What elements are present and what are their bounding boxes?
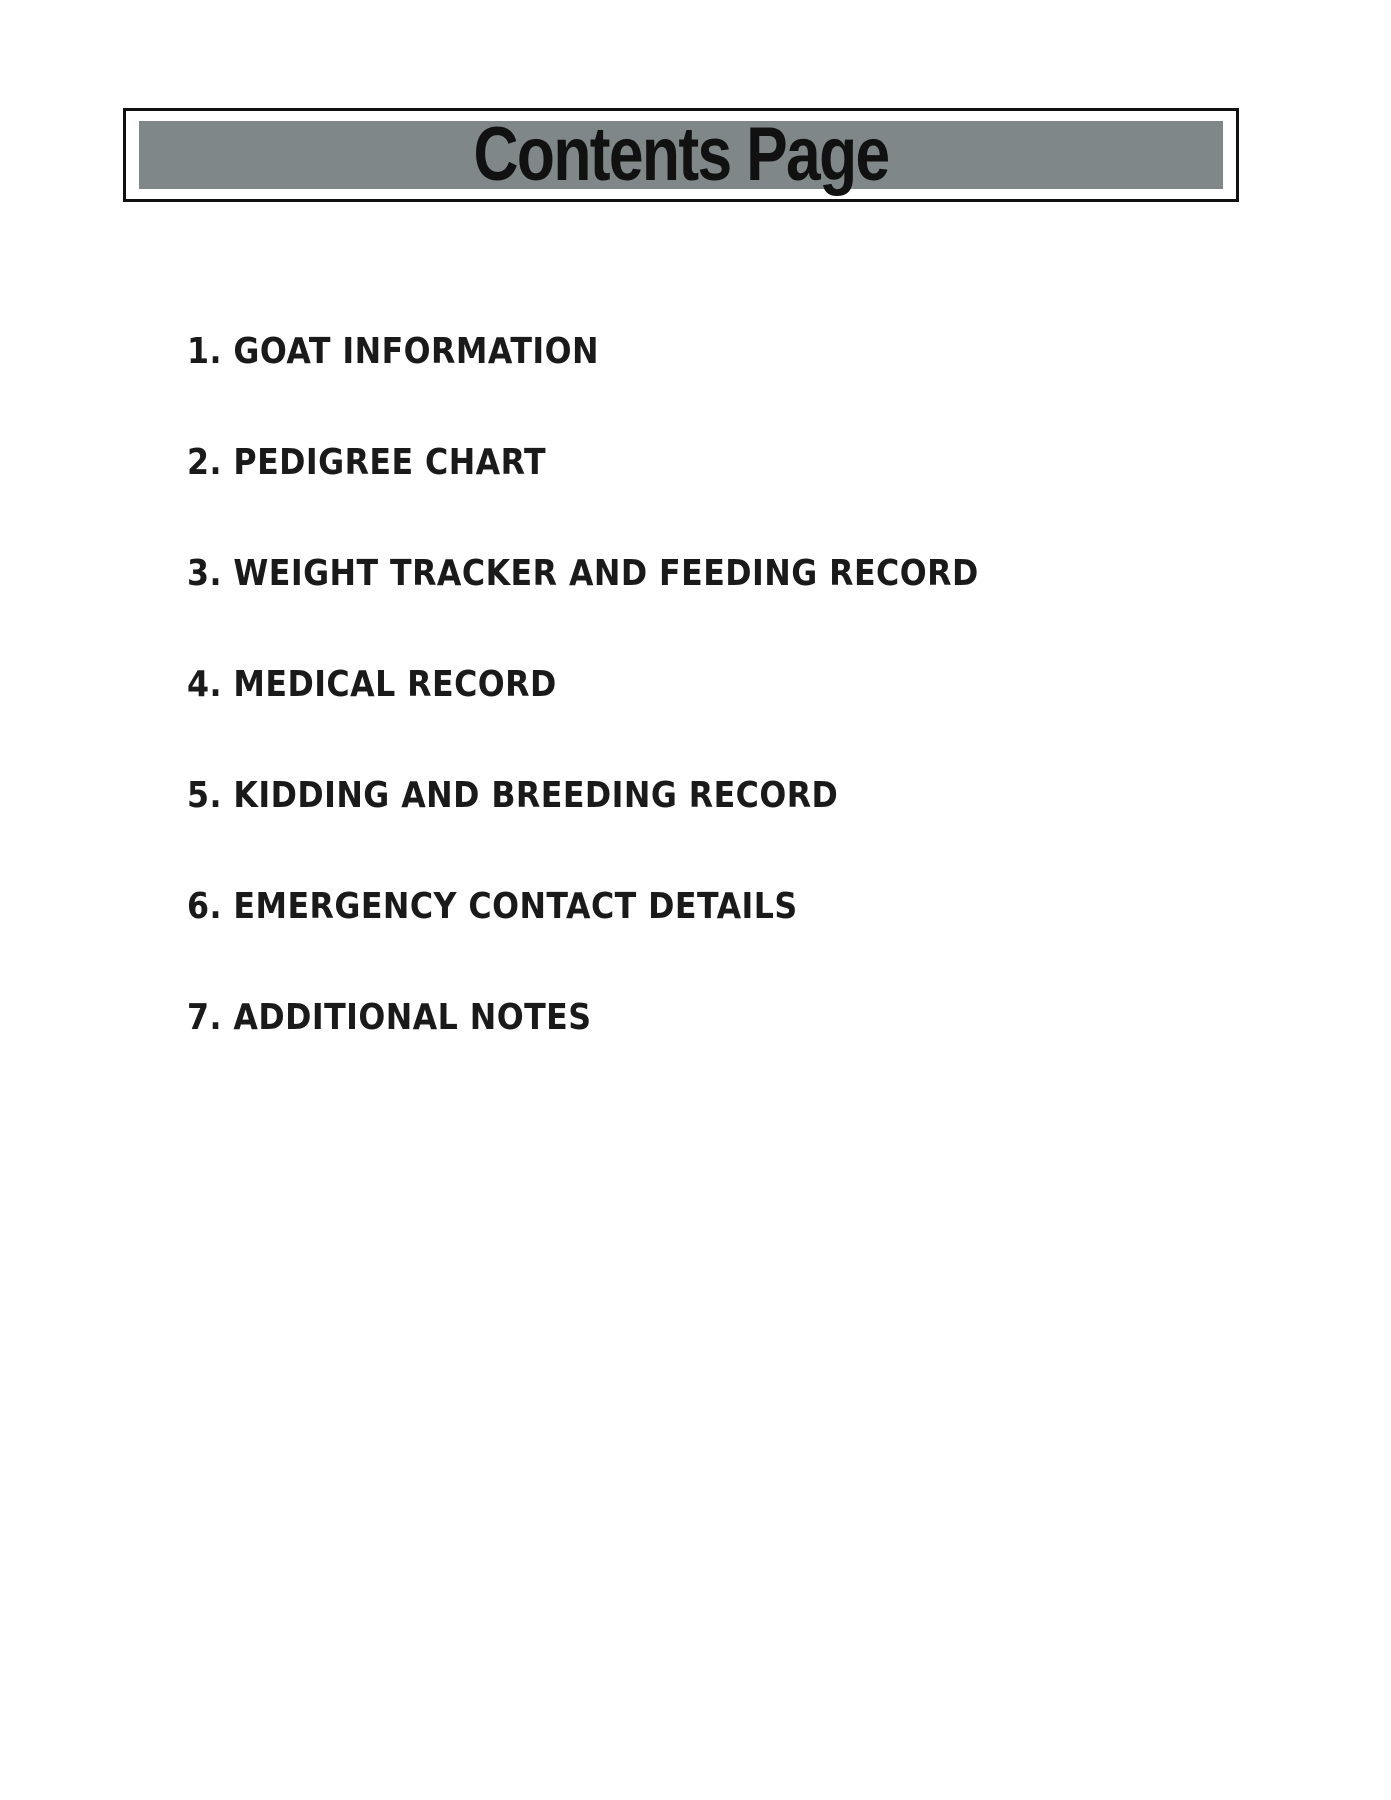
toc-item-medical-record	[187, 663, 1087, 774]
title-band	[139, 112, 1223, 197]
toc-item-emergency-contact	[187, 885, 1087, 996]
toc-item-label: 1. GOAT INFORMATION	[187, 331, 599, 372]
toc-item-kidding-breeding	[187, 774, 1087, 885]
toc-item-pedigree-chart	[187, 441, 1087, 552]
toc-item-weight-tracker	[187, 552, 1087, 663]
toc-item-label: 5. KIDDING AND BREEDING RECORD	[187, 775, 839, 816]
toc-item-goat-information	[187, 330, 1087, 441]
toc-item-label: 3. WEIGHT TRACKER AND FEEDING RECORD	[187, 553, 979, 594]
toc-item-label: 7. ADDITIONAL NOTES	[187, 997, 592, 1038]
toc-item-label: 4. MEDICAL RECORD	[187, 664, 557, 705]
toc-item-label: 6. EMERGENCY CONTACT DETAILS	[187, 886, 798, 927]
page-title: Contents Page	[473, 112, 889, 197]
toc-item-label: 2. PEDIGREE CHART	[187, 442, 547, 483]
toc-item-additional-notes	[187, 996, 1087, 1107]
title-frame	[123, 108, 1239, 202]
table-of-contents	[187, 330, 1087, 1107]
